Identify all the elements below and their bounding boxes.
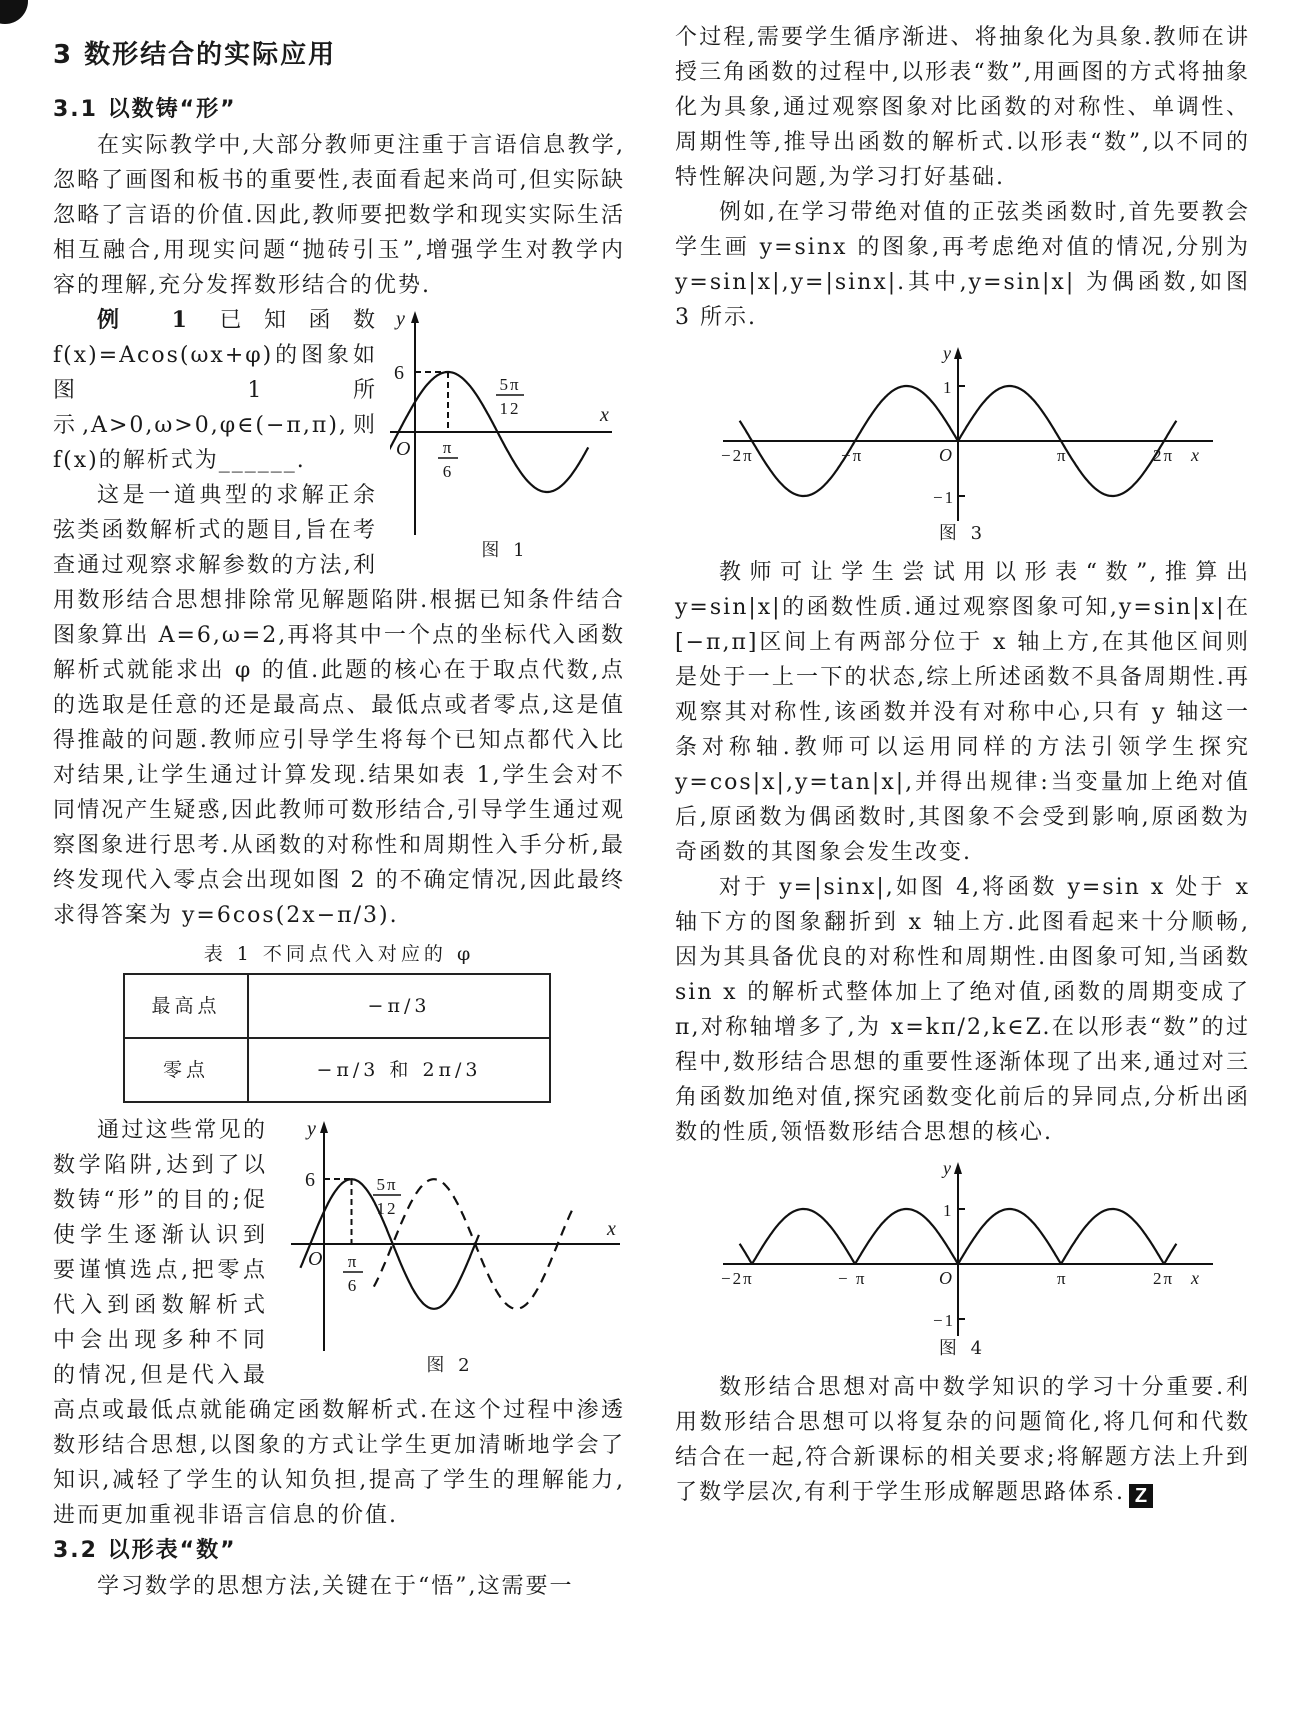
tick-label: 2π (1152, 1269, 1174, 1288)
y-axis-label: y (942, 1158, 953, 1178)
origin-label: O (308, 1248, 325, 1270)
tick-label: −1 (932, 1311, 955, 1330)
x-axis-label: x (1190, 445, 1201, 465)
x-axis-label: x (600, 404, 611, 426)
table-caption: 表 1 不同点代入对应的 φ (203, 943, 475, 965)
paragraph-text: 教师可让学生尝试用以形表“数”,推算出 y=sin|x|的函数性质.通过观察图象可知,y=sin|x|在[−π,π]区间上有两部分位于 x 轴上方,在其他区间则是处于一上一下的状态,综上所述函数不具备周期性.再观察其对称性,该函数并没有对称中心,只有 y 轴这一条对称轴.教师可以运用同样的方法引领学生探究 y=cos|x|,y=tan|x|,并得出规律:当变量加上绝对值后,原函数为偶函数时,其图象不会受到影响,原函数为奇函数的其图象会发生改变. (675, 560, 1250, 865)
figure-2-cosine-graph (275, 1113, 625, 1353)
table-cell: −π/3 和 2π/3 (248, 1038, 550, 1102)
y-axis-label: y (942, 343, 953, 363)
right-column (675, 20, 1250, 1510)
figure-1-caption: 图 1 (481, 540, 529, 561)
paragraph-text: 对于 y=|sinx|,如图 4,将函数 y=sin x 处于 x 轴下方的图象翻折到 x 轴上方.此图看起来十分顺畅,因为其具备优良的对称性和周期性.由图象可知,当函数 sin x 的解析式整体加上了绝对值,函数的周期变成了 π,对称轴增多了,为 x=kπ/2,k∈Z.在以形表“数”的过程中,数形结合思想的重要性逐渐体现了出来,通过对三角函数加绝对值,探究函数变化前后的异同点,分析出函数的性质,领悟数形结合思想的核心. (675, 875, 1250, 1145)
example-label: 例 1 (97, 307, 189, 333)
figure-1-cosine-graph (390, 303, 620, 538)
paragraph-text: 通过这些常见的数学陷阱,达到了以数铸“形”的目的;促使学生逐渐认识到要谨慎选点,把零点代入到函数解析式中会出现多种不同的情况,但是代入最高点或最低点就能确定函数解析式.在这个过程中渗透数形结合思想,以图象的方式让学生更加清晰地学会了知识,减轻了学生的认知负担,提高了学生的理解能力,进而更加重视非语言信息的价值. (53, 1118, 625, 1528)
tick-label: −1 (932, 488, 955, 507)
figure-3-caption: 图 3 (938, 523, 987, 544)
paragraph-text: 例如,在学习带绝对值的正弦类函数时,首先要教会学生画 y=sinx 的图象,再考虑绝对值的情况,分别为 y=sin|x|,y=|sinx|.其中,y=sin|x| 为偶函数,如图 3 所示. (675, 200, 1250, 330)
tick-numerator: π (442, 438, 454, 457)
y-axis-label: y (396, 308, 407, 330)
end-mark-icon: Z (1129, 1484, 1153, 1508)
table-cell: −π/3 (248, 974, 550, 1038)
peak-label: 6 (305, 1169, 317, 1191)
paragraph-text: 数形结合思想对高中数学知识的学习十分重要.利用数形结合思想可以将复杂的问题简化,将几何和代数结合在一起,符合新课标的相关要求;将解题方法上升到了数学层次,有利于学生形成解题思路体系. (675, 1375, 1250, 1505)
peak-label: 6 (394, 362, 406, 384)
zero-denominator: 12 (376, 1199, 398, 1218)
example-text: 已知函数 f(x)=Acos(ωx+φ)的图象如图 1 所示,A>0,ω>0,φ∈(−π,π),则 f(x)的解析式为______. (53, 308, 377, 473)
figure-4-abs-sin-x-graph (703, 1156, 1223, 1336)
tick-label: 1 (942, 378, 953, 397)
phi-table (123, 973, 551, 1103)
tick-denominator: 6 (347, 1276, 359, 1295)
figure-4-caption: 图 4 (938, 1338, 987, 1359)
tick-label: −2π (720, 446, 754, 465)
table-cell: 零点 (124, 1038, 248, 1102)
subsection-heading-3-1: 3.1 以数铸“形” (53, 97, 237, 122)
tick-label: π (1056, 1269, 1068, 1288)
paragraph-text: 学习数学的思想方法,关键在于“悟”,这需要一 (97, 1574, 574, 1599)
tick-label: 1 (942, 1201, 953, 1220)
table-cell: 最高点 (124, 974, 248, 1038)
tick-label: −2π (720, 1269, 754, 1288)
paragraph-text: 这是一道典型的求解正余弦类函数解析式的题目,旨在考查通过观察求解参数的方法,利用数形结合思想排除常见解题陷阱.根据已知条件结合图象算出 A=6,ω=2,再将其中一个点的坐标代入函数解析式就能求出 φ 的值.此题的核心在于取点代数,点的选取是任意的还是最高点、最低点或者零点,这是值得推敲的问题.教师应引导学生将每个已知点都代入比对结果,让学生通过计算发现.结果如表 1,学生会对不同情况产生疑惑,因此教师可数形结合,引导学生通过观察图象进行思考.从函数的对称性和周期性入手分析,最终发现代入零点会出现如图 2 的不确定情况,因此最终求得答案为 y=6cos(2x−π/3). (53, 483, 625, 928)
section-title: 3 数形结合的实际应用 (53, 40, 337, 70)
y-axis-label: y (307, 1118, 318, 1140)
origin-label: O (938, 445, 954, 465)
figure-3-sin-abs-x-graph (703, 341, 1223, 521)
tick-denominator: 6 (442, 462, 454, 481)
x-axis-label: x (1190, 1268, 1201, 1288)
figure-3 (675, 341, 1250, 547)
zero-numerator: 5π (499, 375, 521, 394)
table-row (124, 1038, 550, 1102)
tick-numerator: π (347, 1252, 359, 1271)
figure-4 (675, 1156, 1250, 1362)
subsection-heading-3-2: 3.2 以形表“数” (53, 1538, 237, 1563)
zero-numerator: 5π (376, 1175, 398, 1194)
tick-label: −π (840, 446, 863, 465)
tick-label: 2π (1152, 446, 1174, 465)
table-row (124, 974, 550, 1038)
paragraph-text: 在实际教学中,大部分教师更注重于言语信息教学,忽略了画图和板书的重要性,表面看起来尚可,但实际缺忽略了言语的价值.因此,教师要把数学和现实实际生活相互融合,用现实问题“抛砖引玉”,增强学生对教学内容的理解,充分发挥数形结合的优势. (53, 133, 625, 298)
origin-label: O (396, 438, 413, 460)
figure-1 (385, 303, 625, 564)
left-column (53, 0, 625, 1604)
x-axis-label: x (607, 1218, 618, 1240)
figure-2-caption: 图 2 (426, 1355, 474, 1376)
zero-denominator: 12 (499, 399, 521, 418)
page-corner-mark (0, 0, 28, 24)
tick-label: − π (837, 1269, 866, 1288)
tick-label: π (1056, 446, 1068, 465)
paragraph-text: 个过程,需要学生循序渐进、将抽象化为具象.教师在讲授三角函数的过程中,以形表“数”,用画图的方式将抽象化为具象,通过观察图象对比函数的对称性、单调性、周期性等,推导出函数的解析式.以形表“数”,以不同的特性解决问题,为学习打好基础. (675, 25, 1250, 190)
origin-label: O (938, 1268, 954, 1288)
figure-2 (275, 1113, 625, 1379)
